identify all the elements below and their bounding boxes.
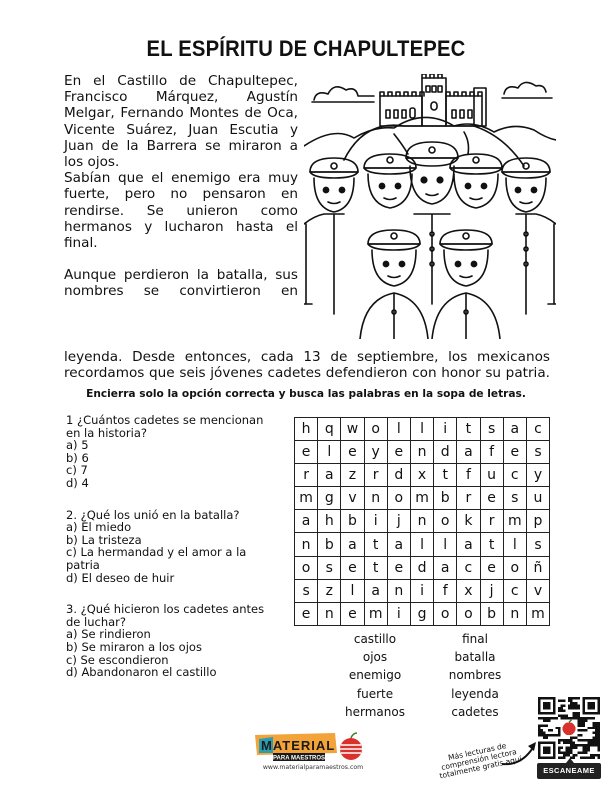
- grid-cell[interactable]: o: [457, 602, 480, 625]
- word-item: leyenda: [451, 686, 499, 701]
- apple-icon: [560, 719, 577, 736]
- grid-cell[interactable]: i: [410, 579, 433, 602]
- grid-cell[interactable]: m: [295, 487, 318, 510]
- grid-cell[interactable]: a: [295, 510, 318, 533]
- grid-cell[interactable]: l: [387, 418, 410, 441]
- story-paragraph-3-top: Aunque perdieron la batalla, sus nombres se convirtieron en: [64, 267, 298, 300]
- word-item: final: [462, 632, 488, 646]
- answer-option[interactable]: b) La tristeza: [66, 532, 142, 547]
- instructions: Encierra solo la opción correcta y busca las palabras en la sopa de letras.: [86, 388, 526, 400]
- grid-cell[interactable]: t: [364, 556, 387, 579]
- grid-cell[interactable]: t: [480, 533, 503, 556]
- grid-cell[interactable]: h: [295, 418, 318, 441]
- grid-row: [295, 556, 550, 579]
- grid-cell[interactable]: a: [387, 533, 410, 556]
- grid-cell[interactable]: e: [503, 441, 526, 464]
- grid-cell[interactable]: d: [387, 464, 410, 487]
- answer-option[interactable]: c) Se escondieron: [66, 652, 169, 667]
- cadet-back-center-right: [450, 154, 502, 208]
- grid-cell[interactable]: z: [341, 464, 364, 487]
- cadets-castle-illustration: [304, 74, 556, 339]
- cloud-right: [502, 82, 552, 98]
- grid-cell[interactable]: c: [457, 556, 480, 579]
- answer-option[interactable]: b) Se miraron a los ojos: [66, 639, 202, 654]
- question-text: 2. ¿Qué los unió en la batalla?: [66, 507, 240, 522]
- grid-row: [295, 579, 550, 602]
- grid-cell[interactable]: a: [434, 556, 457, 579]
- grid-cell[interactable]: a: [503, 418, 526, 441]
- grid-cell[interactable]: e: [480, 556, 503, 579]
- grid-cell[interactable]: f: [457, 464, 480, 487]
- question-3: [66, 603, 278, 679]
- grid-cell[interactable]: f: [480, 441, 503, 464]
- grid-cell[interactable]: o: [434, 602, 457, 625]
- answer-option[interactable]: b) 6: [66, 450, 89, 465]
- answer-option[interactable]: c) La hermandad y el amor a la patria: [66, 545, 247, 572]
- grid-cell[interactable]: w: [341, 418, 364, 441]
- grid-cell[interactable]: u: [526, 487, 549, 510]
- grid-cell[interactable]: p: [526, 510, 549, 533]
- questions-section: [66, 414, 278, 698]
- grid-cell[interactable]: o: [434, 510, 457, 533]
- grid-cell[interactable]: n: [295, 533, 318, 556]
- word-item: hermanos: [345, 704, 405, 719]
- grid-cell[interactable]: n: [410, 441, 433, 464]
- grid-cell[interactable]: m: [410, 487, 433, 510]
- grid-cell[interactable]: d: [434, 441, 457, 464]
- grid-cell[interactable]: m: [364, 602, 387, 625]
- grid-cell[interactable]: j: [387, 510, 410, 533]
- answer-option[interactable]: a) 5: [66, 438, 89, 453]
- grid-cell[interactable]: n: [387, 579, 410, 602]
- question-text: 3. ¿Qué hicieron los cadetes antes de luchar?: [66, 602, 265, 629]
- grid-cell[interactable]: h: [318, 510, 341, 533]
- grid-cell[interactable]: j: [480, 579, 503, 602]
- grid-cell[interactable]: x: [457, 579, 480, 602]
- grid-cell[interactable]: s: [526, 441, 549, 464]
- grid-cell[interactable]: k: [457, 510, 480, 533]
- grid-cell[interactable]: v: [526, 579, 549, 602]
- qr-code[interactable]: [538, 697, 600, 759]
- grid-cell[interactable]: o: [387, 487, 410, 510]
- grid-cell[interactable]: r: [480, 510, 503, 533]
- word-item: ojos: [362, 650, 388, 665]
- grid-cell[interactable]: l: [341, 579, 364, 602]
- grid-cell[interactable]: c: [526, 418, 549, 441]
- grid-cell[interactable]: y: [526, 464, 549, 487]
- grid-cell[interactable]: n: [410, 510, 433, 533]
- cadet-back-center-left: [364, 154, 416, 208]
- cadet-front-left: [360, 230, 428, 339]
- grid-cell[interactable]: y: [364, 441, 387, 464]
- word-item: enemigo: [348, 668, 402, 683]
- grid-cell[interactable]: a: [318, 464, 341, 487]
- grid-cell[interactable]: e: [295, 441, 318, 464]
- grid-cell[interactable]: r: [295, 464, 318, 487]
- grid-cell[interactable]: ñ: [526, 556, 549, 579]
- word-item: batalla: [454, 650, 496, 665]
- word-item: fuerte: [356, 686, 394, 701]
- question-2: [66, 509, 278, 585]
- grid-cell[interactable]: s: [318, 556, 341, 579]
- grid-cell[interactable]: t: [364, 533, 387, 556]
- grid-cell[interactable]: d: [410, 556, 433, 579]
- grid-cell[interactable]: l: [503, 533, 526, 556]
- grid-cell[interactable]: i: [434, 418, 457, 441]
- grid-row: [295, 464, 550, 487]
- grid-cell[interactable]: n: [318, 602, 341, 625]
- grid-cell[interactable]: a: [364, 579, 387, 602]
- grid-row: [295, 487, 550, 510]
- grid-cell[interactable]: a: [457, 441, 480, 464]
- grid-cell[interactable]: s: [526, 533, 549, 556]
- answer-option[interactable]: c) 7: [66, 463, 88, 478]
- cadet-back-left: [304, 158, 358, 314]
- grid-row: [295, 441, 550, 464]
- logo-main-text: MATERIAL: [261, 738, 336, 753]
- grid-cell[interactable]: q: [318, 418, 341, 441]
- grid-cell[interactable]: u: [480, 464, 503, 487]
- grid-cell[interactable]: e: [480, 487, 503, 510]
- cadet-back-right: [502, 158, 556, 314]
- grid-cell[interactable]: v: [341, 487, 364, 510]
- story-text: [64, 73, 298, 300]
- grid-cell[interactable]: s: [480, 418, 503, 441]
- answer-option[interactable]: a) Se rindieron: [66, 627, 151, 642]
- grid-cell[interactable]: e: [341, 602, 364, 625]
- grid-cell[interactable]: i: [364, 510, 387, 533]
- grid-cell[interactable]: c: [503, 464, 526, 487]
- grid-cell[interactable]: s: [295, 579, 318, 602]
- grid-cell[interactable]: a: [341, 533, 364, 556]
- grid-row: [295, 510, 550, 533]
- logo-url[interactable]: www.materialparamaestros.com: [262, 764, 364, 771]
- grid-cell[interactable]: g: [410, 602, 433, 625]
- apple-icon: [340, 733, 362, 760]
- grid-cell[interactable]: m: [526, 602, 549, 625]
- cadet-front-right: [432, 230, 500, 339]
- grid-cell[interactable]: l: [318, 441, 341, 464]
- grid-cell[interactable]: x: [410, 464, 433, 487]
- grid-cell[interactable]: z: [318, 579, 341, 602]
- grid-cell[interactable]: l: [410, 533, 433, 556]
- grid-cell[interactable]: i: [387, 602, 410, 625]
- grid-cell[interactable]: r: [364, 464, 387, 487]
- story-paragraph-1: En el Castillo de Chapultepec, Francisco Márquez, Agustín Melgar, Fernando Montes de Oca, Vicente Suárez, Juan Escutia y Juan de la Barrera se miraron a los ojos.: [64, 73, 298, 171]
- promo-text: Más lecturas de comprensión lectora totalmente gratis aquí: [438, 741, 523, 781]
- question-text: 1 ¿Cuántos cadetes se mencionan en la historia?: [66, 413, 264, 440]
- page-title: EL ESPÍRITU DE CHAPULTEPEC: [146, 36, 466, 61]
- grid-cell[interactable]: t: [457, 418, 480, 441]
- answer-option[interactable]: d) 4: [66, 475, 89, 490]
- story-text-bottom: [64, 349, 550, 381]
- grid-cell[interactable]: l: [434, 533, 457, 556]
- word-item: nombres: [448, 668, 502, 683]
- grid-row: [295, 602, 550, 625]
- word-search-grid: [294, 417, 550, 626]
- grid-cell[interactable]: n: [503, 602, 526, 625]
- grid-cell[interactable]: n: [364, 487, 387, 510]
- grid-cell[interactable]: b: [434, 487, 457, 510]
- grid-cell[interactable]: e: [341, 441, 364, 464]
- word-list-column-1: [330, 630, 420, 721]
- grid-cell[interactable]: e: [295, 602, 318, 625]
- grid-row: [295, 533, 550, 556]
- grid-cell[interactable]: t: [434, 464, 457, 487]
- grid-cell[interactable]: o: [364, 418, 387, 441]
- grid-cell[interactable]: g: [318, 487, 341, 510]
- answer-option[interactable]: d) El deseo de huir: [66, 570, 175, 585]
- word-item: castillo: [353, 632, 397, 646]
- grid-cell[interactable]: a: [457, 533, 480, 556]
- cloud-left: [312, 87, 374, 102]
- scan-me-label: ESCANEAME: [537, 763, 601, 779]
- grid-cell[interactable]: b: [318, 533, 341, 556]
- grid-cell[interactable]: c: [503, 579, 526, 602]
- word-list-column-2: [430, 630, 520, 721]
- grid-cell[interactable]: f: [434, 579, 457, 602]
- grid-cell[interactable]: e: [387, 441, 410, 464]
- grid-cell[interactable]: e: [341, 556, 364, 579]
- grid-cell[interactable]: l: [410, 418, 433, 441]
- word-item: cadetes: [451, 704, 499, 719]
- question-1: [66, 414, 278, 490]
- arrow-icon: [500, 738, 540, 768]
- grid-cell[interactable]: b: [480, 602, 503, 625]
- logo-sub-text: PARA MAESTROS: [272, 755, 326, 762]
- grid-cell[interactable]: e: [387, 556, 410, 579]
- grid-cell[interactable]: m: [503, 510, 526, 533]
- grid-cell[interactable]: b: [341, 510, 364, 533]
- grid-cell[interactable]: o: [295, 556, 318, 579]
- grid-cell[interactable]: r: [457, 487, 480, 510]
- answer-option[interactable]: d) Abandonaron el castillo: [66, 665, 217, 680]
- grid-cell[interactable]: s: [503, 487, 526, 510]
- grid-cell[interactable]: o: [503, 556, 526, 579]
- story-paragraph-3-line-4: recordamos que seis jóvenes cadetes defendieron con honor su patria.: [64, 365, 550, 382]
- answer-option[interactable]: a) El miedo: [66, 520, 132, 535]
- grid-row: [295, 418, 550, 441]
- story-paragraph-2: Sabían que el enemigo era muy fuerte, pero no pensaron en rendirse. Se unieron como hermanos y lucharon hasta el final.: [64, 170, 298, 252]
- story-paragraph-3-line-3: leyenda. Desde entonces, cada 13 de septiembre, los mexicanos: [64, 349, 550, 365]
